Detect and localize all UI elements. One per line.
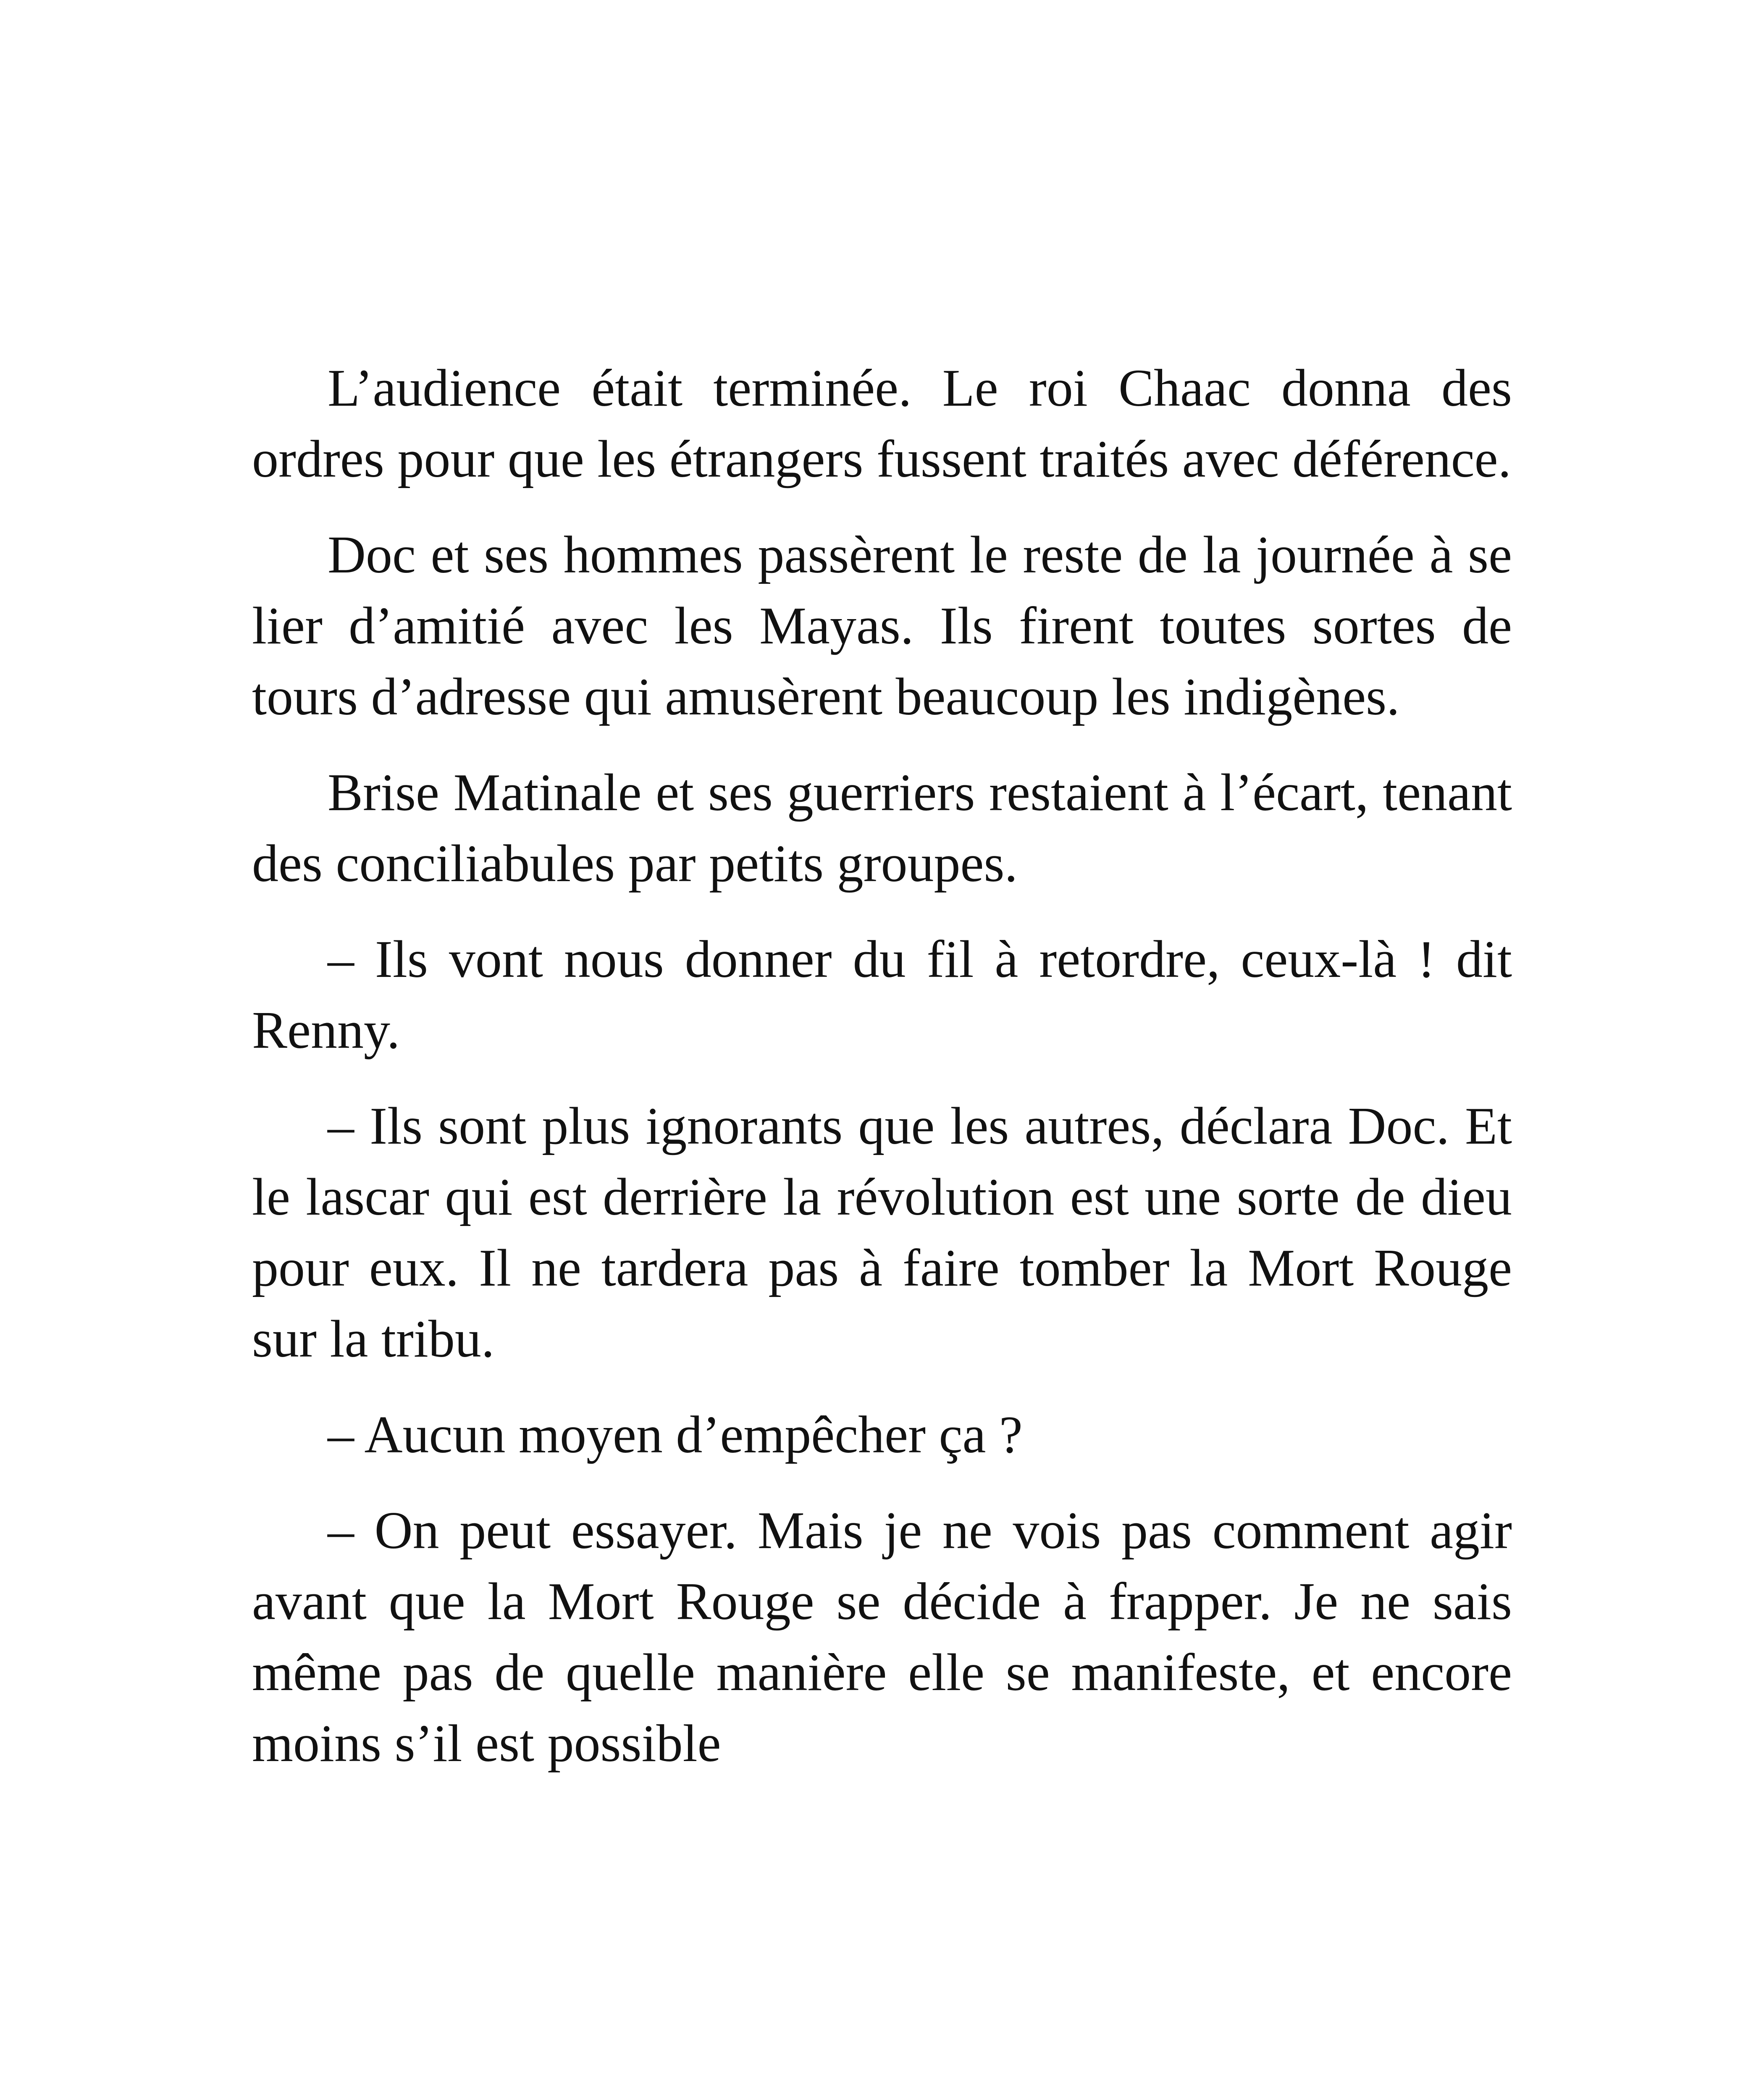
body-text bbox=[252, 353, 1512, 1804]
paragraph-7: – On peut essayer. Mais je ne vois pas comment agir avant que la Mort Rouge se décide à frapper. Je ne sais même pas de quelle manière elle se manifeste, et encore moins s’il est possible bbox=[252, 1502, 1512, 1773]
paragraph-3: Brise Matinale et ses guerriers restaient à l’écart, tenant des conciliabules par petits groupes. bbox=[252, 764, 1512, 893]
paragraph-2: Doc et ses hommes passèrent le reste de la journée à se lier d’amitié avec les Mayas. Ils firent toutes sortes de tours d’adresse qui amusèrent beaucoup les indigènes. bbox=[252, 526, 1512, 726]
paragraph-1: L’audience était terminée. Le roi Chaac donna des ordres pour que les étrangers fussent traités avec déférence. bbox=[252, 359, 1512, 488]
paragraph-4: – Ils vont nous donner du fil à retordre, ceux-là ! dit Renny. bbox=[252, 930, 1512, 1060]
paragraph-6: – Aucun moyen d’empêcher ça ? bbox=[328, 1406, 1023, 1464]
paragraph-5: – Ils sont plus ignorants que les autres, déclara Doc. Et le lascar qui est derrière la révolution est une sorte de dieu pour eux. Il ne tardera pas à faire tomber la Mort Rouge sur la tribu. bbox=[252, 1097, 1512, 1368]
